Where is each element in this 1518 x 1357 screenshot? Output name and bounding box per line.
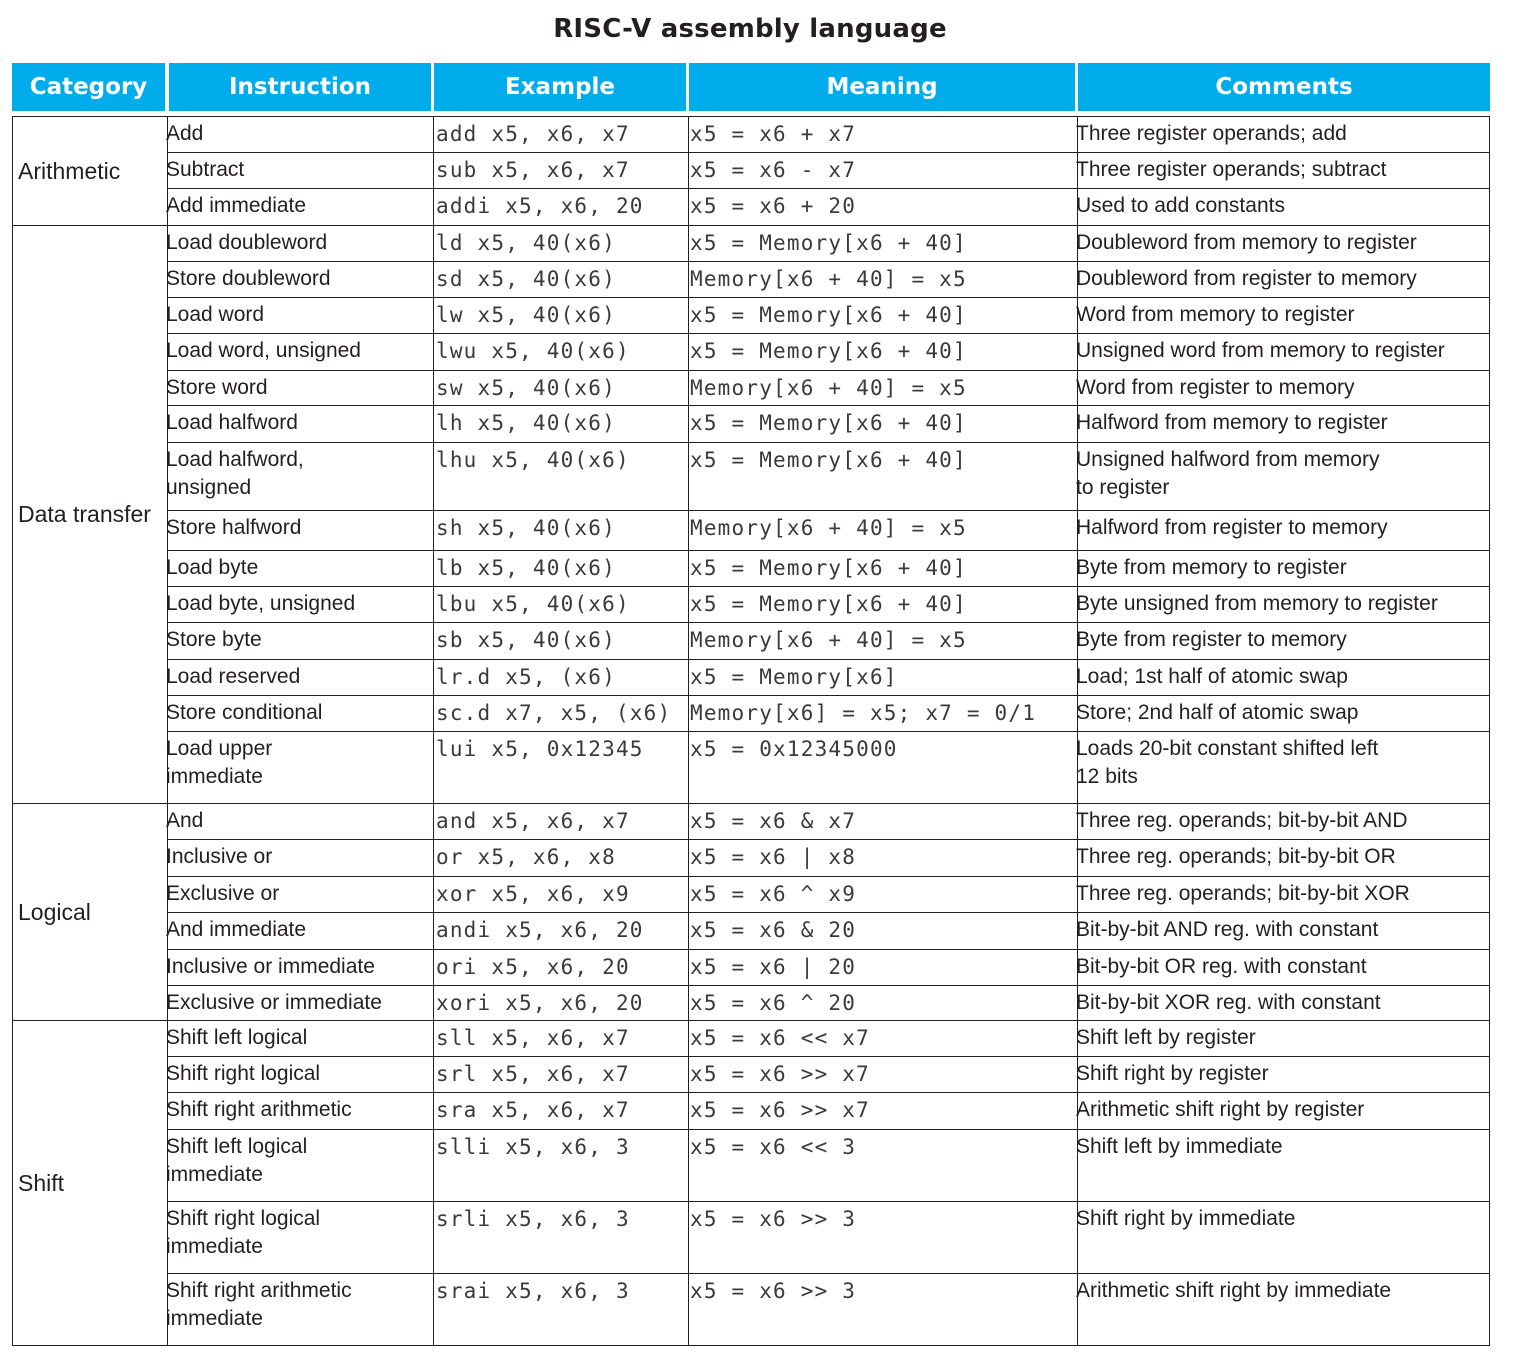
comment-cell: Shift left by register (1076, 1026, 1256, 1049)
instruction-cell: Shift right arithmetic (166, 1098, 352, 1121)
comment-cell: Unsigned halfword from memory to register (1076, 448, 1380, 499)
meaning-cell: x5 = x6 & 20 (690, 918, 857, 942)
meaning-cell: x5 = x6 ^ x9 (690, 882, 857, 906)
example-cell: srl x5, x6, x7 (436, 1062, 630, 1086)
category-label: Arithmetic (18, 157, 121, 184)
instruction-cell: Store byte (166, 628, 262, 651)
meaning-cell: x5 = Memory[x6 + 40] (690, 411, 967, 435)
instruction-cell: Shift right logical (166, 1062, 321, 1085)
comment-cell: Store; 2nd half of atomic swap (1076, 701, 1359, 724)
row-divider (168, 370, 1489, 371)
meaning-cell: x5 = Memory[x6 + 40] (690, 556, 967, 580)
instruction-cell: Exclusive or immediate (166, 991, 382, 1014)
header-example: Example (434, 63, 686, 111)
page-title: RISC-V assembly language (553, 14, 947, 44)
row-divider (168, 442, 1489, 443)
instruction-cell: Shift left logical (166, 1026, 308, 1049)
example-cell: sub x5, x6, x7 (436, 158, 630, 182)
meaning-cell: x5 = x6 >> 3 (690, 1279, 857, 1303)
comment-cell: Loads 20-bit constant shifted left 12 bits (1076, 737, 1379, 788)
meaning-cell: x5 = x6 ^ 20 (690, 991, 857, 1015)
comment-cell: Three register operands; add (1076, 122, 1347, 145)
instruction-cell: Load reserved (166, 665, 301, 688)
row-divider (168, 695, 1489, 696)
comment-cell: Bit-by-bit XOR reg. with constant (1076, 991, 1381, 1014)
example-cell: xor x5, x6, x9 (436, 882, 630, 906)
comment-cell: Used to add constants (1076, 194, 1285, 217)
instruction-cell: Load halfword, unsigned (166, 448, 304, 499)
meaning-cell: Memory[x6 + 40] = x5 (690, 376, 967, 400)
comment-cell: Halfword from register to memory (1076, 516, 1388, 539)
row-divider (168, 1201, 1489, 1202)
meaning-cell: Memory[x6 + 40] = x5 (690, 267, 967, 291)
example-cell: add x5, x6, x7 (436, 122, 630, 146)
example-cell: slli x5, x6, 3 (436, 1135, 630, 1159)
instruction-cell: Shift right logical immediate (166, 1207, 321, 1258)
example-cell: ori x5, x6, 20 (436, 955, 630, 979)
instruction-cell: Inclusive or (166, 845, 273, 868)
comment-cell: Shift right by register (1076, 1062, 1269, 1085)
row-divider (168, 1129, 1489, 1130)
instruction-cell: Add immediate (166, 194, 307, 217)
comment-cell: Doubleword from memory to register (1076, 231, 1417, 254)
group-divider (13, 225, 1489, 226)
example-cell: addi x5, x6, 20 (436, 194, 644, 218)
meaning-cell: x5 = 0x12345000 (690, 737, 898, 761)
row-divider (168, 405, 1489, 406)
meaning-cell: x5 = Memory[x6 + 40] (690, 448, 967, 472)
row-divider (168, 949, 1489, 950)
instruction-cell: Load byte (166, 556, 259, 579)
row-divider (168, 152, 1489, 153)
instruction-cell: Store conditional (166, 701, 323, 724)
comment-cell: Word from register to memory (1076, 376, 1355, 399)
instruction-cell: Load word, unsigned (166, 339, 361, 362)
example-cell: lwu x5, 40(x6) (436, 339, 630, 363)
row-divider (168, 985, 1489, 986)
instruction-cell: Subtract (166, 158, 245, 181)
instruction-cell: Store doubleword (166, 267, 331, 290)
example-cell: lbu x5, 40(x6) (436, 592, 630, 616)
table-header (12, 63, 1490, 111)
example-cell: lhu x5, 40(x6) (436, 448, 630, 472)
row-divider (168, 333, 1489, 334)
comment-cell: Arithmetic shift right by register (1076, 1098, 1365, 1121)
meaning-cell: Memory[x6 + 40] = x5 (690, 516, 967, 540)
instruction-cell: Store word (166, 376, 268, 399)
example-cell: and x5, x6, x7 (436, 809, 630, 833)
category-label: Logical (18, 898, 91, 925)
example-cell: andi x5, x6, 20 (436, 918, 644, 942)
category-label: Data transfer (18, 501, 151, 527)
meaning-cell: x5 = x6 << x7 (690, 1026, 870, 1050)
instruction-cell: Load doubleword (166, 231, 328, 254)
instruction-cell: Inclusive or immediate (166, 955, 375, 978)
meaning-cell: x5 = Memory[x6 + 40] (690, 339, 967, 363)
example-cell: sw x5, 40(x6) (436, 376, 616, 400)
comment-cell: Shift left by immediate (1076, 1135, 1283, 1158)
meaning-cell: x5 = Memory[x6 + 40] (690, 592, 967, 616)
row-divider (168, 510, 1489, 511)
instruction-cell: Load halfword (166, 411, 298, 434)
meaning-cell: x5 = x6 >> x7 (690, 1062, 870, 1086)
header-comments: Comments (1078, 63, 1490, 111)
row-divider (168, 297, 1489, 298)
example-cell: sc.d x7, x5, (x6) (436, 701, 672, 725)
instruction-cell: Load byte, unsigned (166, 592, 356, 615)
row-divider (168, 188, 1489, 189)
group-divider (13, 1020, 1489, 1021)
meaning-cell: x5 = x6 << 3 (690, 1135, 857, 1159)
row-divider (168, 839, 1489, 840)
meaning-cell: x5 = Memory[x6] (690, 665, 898, 689)
row-divider (168, 261, 1489, 262)
example-cell: srli x5, x6, 3 (436, 1207, 630, 1231)
instruction-cell: Store halfword (166, 516, 302, 539)
row-divider (168, 622, 1489, 623)
instruction-cell: Add (166, 122, 204, 145)
comment-cell: Three reg. operands; bit-by-bit XOR (1076, 882, 1410, 905)
meaning-cell: x5 = x6 >> 3 (690, 1207, 857, 1231)
header-meaning: Meaning (689, 63, 1075, 111)
comment-cell: Shift right by immediate (1076, 1207, 1296, 1230)
row-divider (168, 550, 1489, 551)
instruction-table (12, 116, 1490, 1346)
comment-cell: Byte unsigned from memory to register (1076, 592, 1438, 615)
meaning-cell: x5 = x6 | x8 (690, 845, 857, 869)
example-cell: sd x5, 40(x6) (436, 267, 616, 291)
comment-cell: Bit-by-bit AND reg. with constant (1076, 918, 1379, 941)
instruction-cell: Shift right arithmetic immediate (166, 1279, 352, 1330)
comment-cell: Three reg. operands; bit-by-bit OR (1076, 845, 1396, 868)
comment-cell: Doubleword from register to memory (1076, 267, 1417, 290)
row-divider (168, 876, 1489, 877)
row-divider (168, 586, 1489, 587)
example-cell: lh x5, 40(x6) (436, 411, 616, 435)
comment-cell: Byte from memory to register (1076, 556, 1347, 579)
example-cell: lui x5, 0x12345 (436, 737, 644, 761)
instruction-cell: And (166, 809, 204, 832)
example-cell: sh x5, 40(x6) (436, 516, 616, 540)
group-divider (13, 803, 1489, 804)
meaning-cell: x5 = Memory[x6 + 40] (690, 303, 967, 327)
row-divider (168, 659, 1489, 660)
header-instruction: Instruction (169, 63, 431, 111)
meaning-cell: x5 = x6 | 20 (690, 955, 857, 979)
example-cell: sll x5, x6, x7 (436, 1026, 630, 1050)
comment-cell: Halfword from memory to register (1076, 411, 1388, 434)
example-cell: sb x5, 40(x6) (436, 628, 616, 652)
comment-cell: Word from memory to register (1076, 303, 1355, 326)
example-cell: lb x5, 40(x6) (436, 556, 616, 580)
instruction-cell: Load word (166, 303, 265, 326)
comment-cell: Three register operands; subtract (1076, 158, 1387, 181)
row-divider (168, 1092, 1489, 1093)
example-cell: xori x5, x6, 20 (436, 991, 644, 1015)
row-divider (168, 912, 1489, 913)
comment-cell: Load; 1st half of atomic swap (1076, 665, 1348, 688)
meaning-cell: Memory[x6 + 40] = x5 (690, 628, 967, 652)
instruction-cell: Load upper immediate (166, 737, 273, 788)
example-cell: lr.d x5, (x6) (436, 665, 616, 689)
comment-cell: Three reg. operands; bit-by-bit AND (1076, 809, 1408, 832)
meaning-cell: x5 = x6 >> x7 (690, 1098, 870, 1122)
instruction-cell: Exclusive or (166, 882, 280, 905)
example-cell: srai x5, x6, 3 (436, 1279, 630, 1303)
row-divider (168, 1056, 1489, 1057)
comment-cell: Arithmetic shift right by immediate (1076, 1279, 1392, 1302)
meaning-cell: x5 = x6 - x7 (690, 158, 857, 182)
example-cell: ld x5, 40(x6) (436, 231, 616, 255)
meaning-cell: x5 = x6 & x7 (690, 809, 857, 833)
instruction-cell: Shift left logical immediate (166, 1135, 308, 1186)
meaning-cell: x5 = x6 + x7 (690, 122, 857, 146)
meaning-cell: x5 = Memory[x6 + 40] (690, 231, 967, 255)
comment-cell: Byte from register to memory (1076, 628, 1347, 651)
row-divider (168, 731, 1489, 732)
comment-cell: Unsigned word from memory to register (1076, 339, 1445, 362)
category-label: Shift (18, 1169, 65, 1196)
meaning-cell: x5 = x6 + 20 (690, 194, 857, 218)
instruction-cell: And immediate (166, 918, 307, 941)
example-cell: lw x5, 40(x6) (436, 303, 616, 327)
header-category: Category (12, 63, 165, 111)
meaning-cell: Memory[x6] = x5; x7 = 0/1 (690, 701, 1037, 725)
example-cell: sra x5, x6, x7 (436, 1098, 630, 1122)
row-divider (168, 1273, 1489, 1274)
example-cell: or x5, x6, x8 (436, 845, 616, 869)
comment-cell: Bit-by-bit OR reg. with constant (1076, 955, 1367, 978)
